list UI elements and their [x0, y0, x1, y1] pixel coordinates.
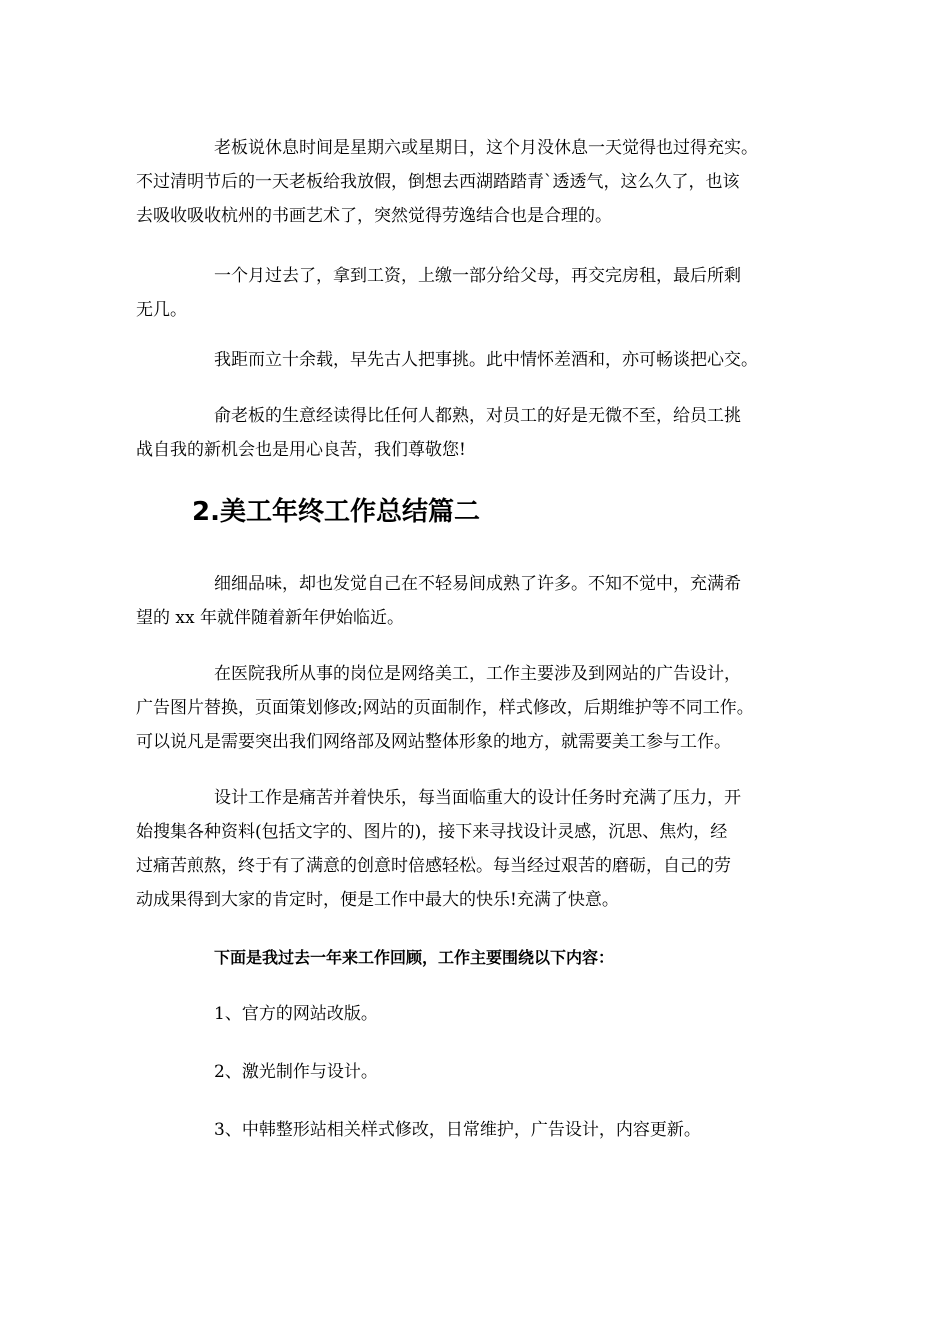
text-line: 3、中韩整形站相关样式修改，日常维护，广告设计，内容更新。: [214, 1120, 701, 1140]
section-heading: 2.美工年终工作总结篇二: [192, 497, 480, 527]
list-item-3: [136, 1113, 826, 1147]
text-line: 2、激光制作与设计。: [214, 1062, 378, 1082]
paragraph-poem: [136, 343, 826, 377]
text-line: 老板说休息时间是星期六或星期日，这个月没休息一天觉得也过得充实。: [214, 138, 758, 158]
list-item-2: [136, 1055, 826, 1089]
text-line: 广告图片替换，页面策划修改;网站的页面制作，样式修改，后期维护等不同工作。: [136, 698, 754, 718]
text-line: 细细品味，却也发觉自己在不轻易间成熟了许多。不知不觉中，充满希: [214, 574, 741, 594]
text-line: 不过清明节后的一天老板给我放假，倒想去西湖踏踏青`透透气，这么久了，也该: [136, 172, 740, 192]
text-line: 俞老板的生意经读得比任何人都熟，对员工的好是无微不至，给员工挑: [214, 406, 741, 426]
paragraph-reflection: [136, 567, 826, 635]
text-line: 战自我的新机会也是用心良苦，我们尊敬您!: [136, 440, 466, 460]
text-line: 设计工作是痛苦并着快乐，每当面临重大的设计任务时充满了压力，开: [214, 788, 741, 808]
text-line: 望的 xx 年就伴随着新年伊始临近。: [136, 608, 404, 628]
list-item-1: [136, 997, 826, 1031]
paragraph-job-role: [136, 657, 826, 759]
text-line: 可以说凡是需要突出我们网络部及网站整体形象的地方，就需要美工参与工作。: [136, 732, 731, 752]
text-line: 我距而立十余载，早先古人把事挑。此中情怀差酒和，亦可畅谈把心交。: [214, 350, 758, 370]
paragraph-rest-time: [136, 131, 826, 233]
paragraph-salary: [136, 259, 826, 327]
text-line: 过痛苦煎熬，终于有了满意的创意时倍感轻松。每当经过艰苦的磨砺，自己的劳: [136, 856, 731, 876]
text-line: 无几。: [136, 300, 187, 320]
text-line: 在医院我所从事的岗位是网络美工，工作主要涉及到网站的广告设计，: [214, 664, 741, 684]
text-line: 去吸收吸收杭州的书画艺术了，突然觉得劳逸结合也是合理的。: [136, 206, 612, 226]
text-line: 1、官方的网站改版。: [214, 1004, 378, 1024]
paragraph-review-intro: [136, 941, 826, 975]
text-line: 动成果得到大家的肯定时，便是工作中最大的快乐!充满了快意。: [136, 890, 619, 910]
text-line: 一个月过去了，拿到工资，上缴一部分给父母，再交完房租，最后所剩: [214, 266, 741, 286]
paragraph-design-work: [136, 781, 826, 917]
text-line: 下面是我过去一年来工作回顾，工作主要围绕以下内容：: [214, 948, 615, 967]
paragraph-boss-praise: [136, 399, 826, 467]
text-line: 始搜集各种资料(包括文字的、图片的)，接下来寻找设计灵感，沉思、焦灼，经: [136, 822, 728, 842]
